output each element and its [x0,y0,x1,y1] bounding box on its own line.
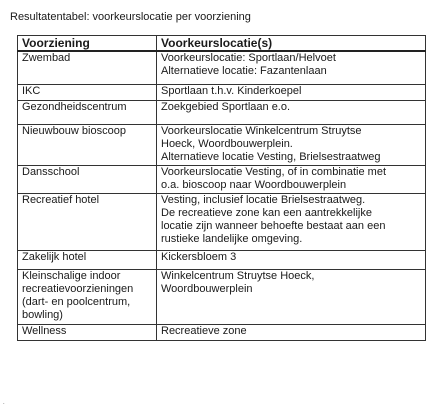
cell-line: locatie zijn wanneer behoefte bestaat aan een [161,220,386,232]
cell-line: Nieuwbouw bioscoop [22,125,126,137]
table-row [18,251,426,270]
cell-line: Voorkeurslocatie: Sportlaan/Helvoet [161,52,336,64]
cell-line: Recreatieve zone [161,325,247,337]
table-row [18,194,426,251]
cell-voorziening [18,194,157,251]
cell-voorziening [18,51,157,85]
corner-mark: . [3,400,5,406]
cell-line: Vesting, inclusief locatie Brielsestraatweg. [161,194,366,206]
cell-line: recreatievoorzieningen [22,283,134,295]
cell-locatie [157,270,426,325]
cell-locatie [157,166,426,194]
cell-locatie [157,101,426,125]
cell-line: Hoeck, Woordbouwerplein. [161,138,293,150]
cell-line: rustieke landelijke omgeving. [161,233,303,245]
cell-line: Alternatieve locatie Vesting, Brielsestraatweg [161,151,381,163]
cell-line: De recreatieve zone kan een aantrekkelijke [161,207,372,219]
cell-line: Sportlaan t.h.v. Kinderkoepel [161,85,302,97]
cell-voorziening [18,125,157,166]
cell-line: Winkelcentrum Struytse Hoeck, [161,270,315,282]
cell-line: Voorkeurslocatie Vesting, of in combinatie met [161,166,387,178]
table-row [18,85,426,101]
cell-line: Kickersbloem 3 [161,251,237,263]
results-table [17,35,426,341]
cell-locatie [157,125,426,166]
cell-line: Voorkeurslocatie Winkelcentrum Struytse [161,125,362,137]
cell-voorziening [18,85,157,101]
cell-locatie [157,325,426,341]
cell-voorziening [18,270,157,325]
cell-line: IKC [22,85,41,97]
table-row [18,101,426,125]
cell-locatie [157,51,426,85]
cell-locatie [157,251,426,270]
cell-voorziening [18,251,157,270]
cell-line: Wellness [22,325,67,337]
cell-line: Alternatieve locatie: Fazantenlaan [161,65,327,77]
cell-voorziening [18,101,157,125]
table-row [18,125,426,166]
cell-line: Recreatief hotel [22,194,100,206]
table-row [18,270,426,325]
table-row [18,325,426,341]
column-header-voorkeurslocatie: Voorkeurslocatie(s) [157,36,426,52]
table-row [18,51,426,85]
column-header-voorziening: Voorziening [18,36,157,52]
cell-line: Zoekgebied Sportlaan e.o. [161,101,291,113]
table-caption: Resultatentabel: voorkeurslocatie per voorziening [10,11,251,23]
cell-line: Zakelijk hotel [22,251,87,263]
cell-line: Zwembad [22,52,71,64]
cell-line: bowling) [22,309,63,321]
cell-line: (dart- en poolcentrum, [22,296,131,308]
cell-locatie [157,194,426,251]
cell-voorziening [18,325,157,341]
cell-line: Gezondheidscentrum [22,101,127,113]
cell-voorziening [18,166,157,194]
table-header-row [18,36,426,52]
table-row [18,166,426,194]
cell-locatie [157,85,426,101]
cell-line: o.a. bioscoop naar Woordbouwerplein [161,179,347,191]
cell-line: Woordbouwerplein [161,283,253,295]
cell-line: Dansschool [22,166,80,178]
cell-line: Kleinschalige indoor [22,270,121,282]
